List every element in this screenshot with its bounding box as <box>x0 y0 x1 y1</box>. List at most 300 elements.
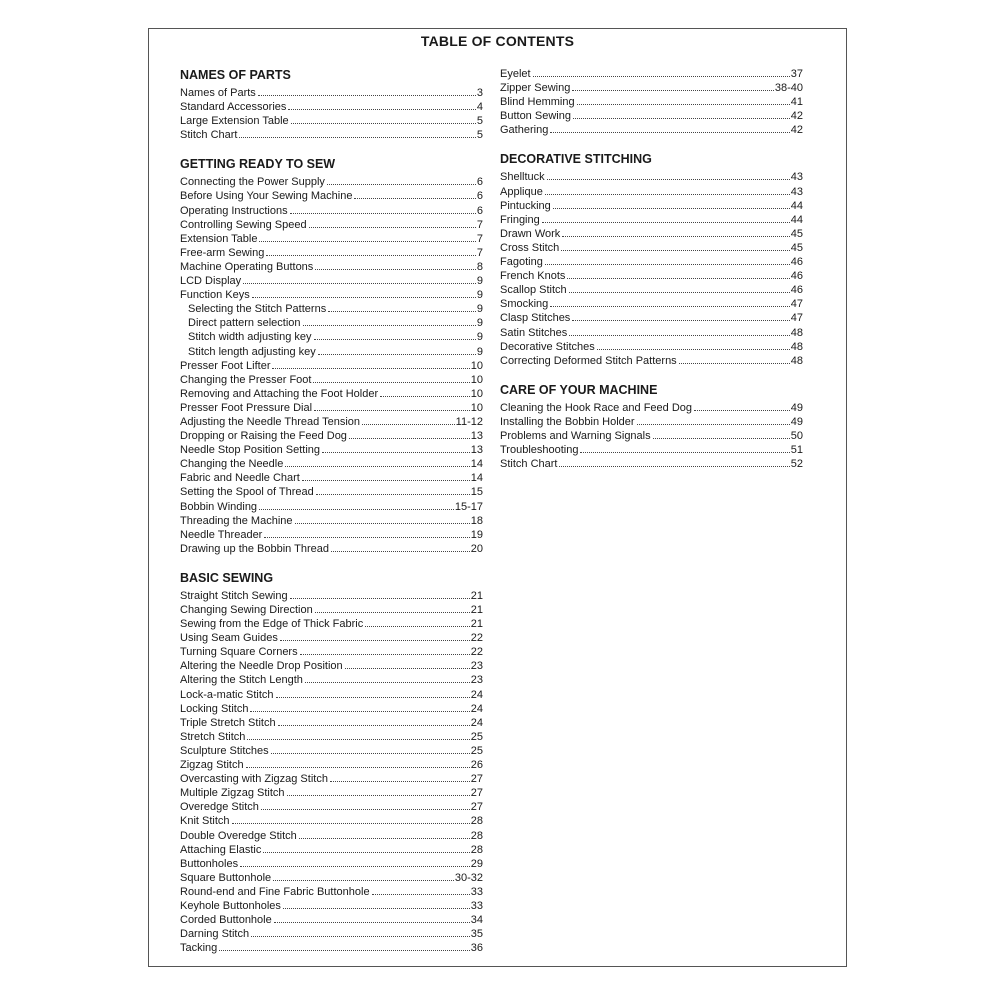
entry-title: Buttonholes <box>180 857 239 870</box>
dot-leader <box>259 241 475 242</box>
page-number: 47 <box>790 298 803 311</box>
page-number: 6 <box>476 190 483 203</box>
toc-entry[interactable] <box>180 857 483 871</box>
dot-leader <box>345 668 470 669</box>
entry-title: Operating Instructions <box>180 204 288 217</box>
toc-entry[interactable] <box>500 227 803 241</box>
toc-entry[interactable] <box>180 730 483 744</box>
page-number: 43 <box>790 185 803 198</box>
dot-leader <box>569 292 790 293</box>
dot-leader <box>219 950 469 951</box>
toc-entry[interactable] <box>180 415 483 429</box>
dot-leader <box>314 339 476 340</box>
dot-leader <box>559 466 789 467</box>
page-number: 45 <box>790 227 803 240</box>
dot-leader <box>305 682 470 683</box>
toc-entry[interactable] <box>180 927 483 941</box>
toc-entry[interactable] <box>180 603 483 617</box>
page-number: 46 <box>790 270 803 283</box>
page-number: 21 <box>470 604 483 616</box>
dot-leader <box>653 438 790 439</box>
dot-leader <box>239 137 475 138</box>
entry-title: Selecting the Stitch Patterns <box>188 303 327 316</box>
page-number: 43 <box>790 171 803 184</box>
toc-entry[interactable] <box>180 373 483 387</box>
page-number: 7 <box>476 232 483 245</box>
toc-entry[interactable] <box>180 542 483 556</box>
page-number: 9 <box>476 331 483 344</box>
toc-entry[interactable] <box>500 269 803 283</box>
toc-entry[interactable] <box>500 170 803 184</box>
page-number: 29 <box>470 857 483 870</box>
toc-entry[interactable] <box>180 913 483 927</box>
page-number: 3 <box>476 87 483 99</box>
entry-title: Controlling Sewing Speed <box>180 218 307 231</box>
toc-entry[interactable] <box>500 340 803 354</box>
toc-entry[interactable] <box>180 189 483 203</box>
dot-leader <box>542 222 790 223</box>
dot-leader <box>331 551 470 552</box>
toc-page <box>148 28 847 967</box>
entry-title: Overcasting with Zigzag Stitch <box>180 773 328 786</box>
toc-entry[interactable] <box>500 429 803 443</box>
entry-title: Double Overedge Stitch <box>180 829 297 842</box>
page-number: 25 <box>470 730 483 743</box>
dot-leader <box>271 753 470 754</box>
toc-entry[interactable] <box>500 123 803 137</box>
entry-title: Locking Stitch <box>180 702 249 715</box>
toc-entry[interactable] <box>180 316 483 330</box>
page-number: 37 <box>790 68 803 80</box>
entry-title: Fabric and Needle Chart <box>180 472 300 485</box>
toc-left-column <box>180 67 483 969</box>
page-number: 45 <box>790 241 803 254</box>
toc-entry[interactable] <box>180 800 483 814</box>
entry-title: Altering the Needle Drop Position <box>180 660 343 673</box>
dot-leader <box>291 123 476 124</box>
page-number: 23 <box>470 674 483 687</box>
page-title: TABLE OF CONTENTS <box>420 33 575 49</box>
toc-entry[interactable] <box>180 645 483 659</box>
toc-entry[interactable] <box>180 688 483 702</box>
toc-entry[interactable] <box>180 500 483 514</box>
dot-leader <box>278 725 470 726</box>
toc-section <box>500 151 803 367</box>
dot-leader <box>276 697 470 698</box>
toc-section <box>500 67 803 137</box>
toc-entry[interactable] <box>180 814 483 828</box>
toc-entry[interactable] <box>500 311 803 325</box>
toc-entry[interactable] <box>180 528 483 542</box>
entry-title: Names of Parts <box>180 87 256 99</box>
entry-title: Drawn Work <box>500 227 561 240</box>
toc-entry[interactable] <box>500 213 803 227</box>
toc-entry[interactable] <box>180 772 483 786</box>
entry-title: Lock-a-matic Stitch <box>180 688 274 701</box>
toc-entry[interactable] <box>500 283 803 297</box>
page-number: 6 <box>476 176 483 189</box>
entry-title: Decorative Stitches <box>500 340 595 353</box>
toc-entry[interactable] <box>500 199 803 213</box>
dot-leader <box>252 297 476 298</box>
toc-entry[interactable] <box>500 241 803 255</box>
page-number: 35 <box>470 928 483 941</box>
page-number: 22 <box>470 632 483 645</box>
toc-entry[interactable] <box>500 185 803 199</box>
toc-entry[interactable] <box>180 302 483 316</box>
entry-title: Straight Stitch Sewing <box>180 589 288 602</box>
toc-entry[interactable] <box>180 673 483 687</box>
dot-leader <box>637 424 790 425</box>
page-number: 26 <box>470 759 483 772</box>
entry-title: Triple Stretch Stitch <box>180 716 276 729</box>
toc-section <box>180 67 483 142</box>
entry-title: Free-arm Sewing <box>180 246 265 259</box>
dot-leader <box>250 711 469 712</box>
page-number: 41 <box>790 96 803 109</box>
dot-leader <box>572 320 789 321</box>
entry-title: Stitch Chart <box>180 129 238 142</box>
toc-entry[interactable] <box>180 899 483 913</box>
page-number: 50 <box>790 429 803 442</box>
entry-title: Needle Threader <box>180 528 263 541</box>
toc-entry[interactable] <box>180 457 483 471</box>
toc-entry[interactable] <box>180 744 483 758</box>
entry-title: Function Keys <box>180 289 250 302</box>
toc-entry[interactable] <box>180 330 483 344</box>
entry-title: Using Seam Guides <box>180 632 278 645</box>
toc-entry[interactable] <box>180 471 483 485</box>
dot-leader <box>309 227 476 228</box>
page-number: 9 <box>476 345 483 358</box>
entry-title: Correcting Deformed Stitch Patterns <box>500 354 677 367</box>
dot-leader <box>290 598 470 599</box>
dot-leader <box>362 424 455 425</box>
entry-title: Cross Stitch <box>500 241 560 254</box>
dot-leader <box>533 76 790 77</box>
section-heading: NAMES OF PARTS <box>180 68 291 82</box>
entry-title: Stretch Stitch <box>180 730 246 743</box>
toc-entry[interactable] <box>180 631 483 645</box>
toc-entry[interactable] <box>500 401 803 415</box>
toc-entry[interactable] <box>180 175 483 189</box>
dot-leader <box>550 306 789 307</box>
page-number: 52 <box>790 458 803 471</box>
toc-entry[interactable] <box>500 67 803 81</box>
entry-title: Zigzag Stitch <box>180 759 244 772</box>
entry-title: Changing the Needle <box>180 458 284 471</box>
toc-entry[interactable] <box>180 288 483 302</box>
page-number: 46 <box>790 256 803 269</box>
entry-title: Drawing up the Bobbin Thread <box>180 542 330 555</box>
toc-entry[interactable] <box>180 871 483 885</box>
page-number: 34 <box>470 914 483 927</box>
page-number: 14 <box>470 458 483 471</box>
page-number: 22 <box>470 646 483 659</box>
toc-entry[interactable] <box>500 255 803 269</box>
entry-title: Smocking <box>500 298 549 311</box>
dot-leader <box>259 509 454 510</box>
section-heading: DECORATIVE STITCHING <box>500 152 652 167</box>
toc-entry[interactable] <box>500 443 803 457</box>
page-number: 28 <box>470 815 483 828</box>
dot-leader <box>322 452 470 453</box>
entry-title: Gathering <box>500 124 549 137</box>
toc-entry[interactable] <box>500 457 803 471</box>
dot-leader <box>264 537 469 538</box>
toc-entry[interactable] <box>180 786 483 800</box>
toc-entry[interactable] <box>180 100 483 114</box>
entry-title: Setting the Spool of Thread <box>180 486 314 499</box>
dot-leader <box>372 894 470 895</box>
toc-entry[interactable] <box>180 359 483 373</box>
toc-entry[interactable] <box>180 485 483 499</box>
toc-entry[interactable] <box>180 86 483 100</box>
entry-title: Corded Buttonhole <box>180 914 272 927</box>
entry-title: Changing Sewing Direction <box>180 604 313 616</box>
toc-entry[interactable] <box>180 702 483 716</box>
toc-entry[interactable] <box>180 885 483 899</box>
dot-leader <box>572 90 774 91</box>
page-number: 46 <box>790 284 803 297</box>
page-number: 42 <box>790 124 803 137</box>
page-number: 11-12 <box>455 415 483 428</box>
toc-entry[interactable] <box>180 589 483 603</box>
toc-entry[interactable] <box>180 659 483 673</box>
dot-leader <box>240 866 470 867</box>
dot-leader <box>314 410 470 411</box>
dot-leader <box>303 325 476 326</box>
dot-leader <box>302 480 470 481</box>
entry-title: Threading the Machine <box>180 514 293 527</box>
entry-title: Turning Square Corners <box>180 646 298 659</box>
entry-title: Connecting the Power Supply <box>180 176 325 189</box>
dot-leader <box>285 466 469 467</box>
entry-title: Problems and Warning Signals <box>500 429 651 442</box>
page-number: 10 <box>470 401 483 414</box>
page-number: 24 <box>470 702 483 715</box>
page-number: 13 <box>470 430 483 443</box>
entry-title: Square Buttonhole <box>180 871 272 884</box>
toc-entry[interactable] <box>180 429 483 443</box>
entry-title: Round-end and Fine Fabric Buttonhole <box>180 885 370 898</box>
toc-entry[interactable] <box>180 274 483 288</box>
toc-entry[interactable] <box>180 246 483 260</box>
toc-entry[interactable] <box>500 415 803 429</box>
toc-entry[interactable] <box>180 829 483 843</box>
dot-leader <box>550 132 789 133</box>
entry-title: Stitch width adjusting key <box>188 331 312 344</box>
entry-title: Needle Stop Position Setting <box>180 444 321 457</box>
entry-title: Bobbin Winding <box>180 500 258 513</box>
dot-leader <box>365 626 470 627</box>
page-number: 30-32 <box>454 871 483 884</box>
toc-entry[interactable] <box>180 617 483 631</box>
dot-leader <box>562 236 789 237</box>
toc-entry[interactable] <box>180 232 483 246</box>
toc-entry[interactable] <box>180 758 483 772</box>
toc-entry[interactable] <box>180 260 483 274</box>
page-number: 5 <box>476 129 483 142</box>
section-heading: GETTING READY TO SEW <box>180 157 336 172</box>
toc-entry[interactable] <box>180 443 483 457</box>
entry-title: Stitch length adjusting key <box>188 345 316 358</box>
dot-leader <box>561 250 789 251</box>
dot-leader <box>679 363 790 364</box>
entry-title: Standard Accessories <box>180 101 287 114</box>
page-number: 8 <box>476 260 483 273</box>
page-number: 7 <box>476 246 483 259</box>
page-number: 21 <box>470 618 483 631</box>
toc-section <box>500 382 803 471</box>
toc-entry[interactable] <box>500 81 803 95</box>
dot-leader <box>246 767 470 768</box>
entry-title: Adjusting the Needle Thread Tension <box>180 415 360 428</box>
entry-title: Applique <box>500 185 543 198</box>
entry-title: Tacking <box>180 942 218 955</box>
page-number: 9 <box>476 317 483 330</box>
entry-title: Removing and Attaching the Foot Holder <box>180 387 379 400</box>
entry-title: Button Sewing <box>500 110 571 123</box>
dot-leader <box>258 95 476 96</box>
toc-entry[interactable] <box>500 95 803 109</box>
page-number: 10 <box>470 373 483 386</box>
page-number: 9 <box>476 289 483 302</box>
dot-leader <box>295 523 470 524</box>
dot-leader <box>313 382 469 383</box>
entry-title: Installing the Bobbin Holder <box>500 415 635 428</box>
dot-leader <box>273 880 454 881</box>
entry-title: Overedge Stitch <box>180 801 259 814</box>
dot-leader <box>694 410 790 411</box>
page-number: 33 <box>470 899 483 912</box>
entry-title: LCD Display <box>180 275 242 288</box>
page-number: 27 <box>470 773 483 786</box>
section-heading: BASIC SEWING <box>180 570 274 585</box>
dot-leader <box>300 654 470 655</box>
section-heading: CARE OF YOUR MACHINE <box>500 382 658 397</box>
dot-leader <box>280 640 470 641</box>
dot-leader <box>553 208 790 209</box>
page-number: 49 <box>790 401 803 414</box>
entry-title: Sculpture Stitches <box>180 744 269 757</box>
toc-entry[interactable] <box>180 387 483 401</box>
toc-entry[interactable] <box>180 128 483 142</box>
page-number: 28 <box>470 829 483 842</box>
dot-leader <box>577 104 790 105</box>
dot-leader <box>266 255 476 256</box>
dot-leader <box>580 452 789 453</box>
entry-title: French Knots <box>500 270 566 283</box>
entry-title: Scallop Stitch <box>500 284 567 297</box>
page-number: 27 <box>470 787 483 800</box>
entry-title: Direct pattern selection <box>188 317 301 330</box>
page-number: 9 <box>476 275 483 288</box>
page-number: 4 <box>476 101 483 114</box>
page-number: 13 <box>470 444 483 457</box>
toc-entry[interactable] <box>500 297 803 311</box>
toc-entry[interactable] <box>180 345 483 359</box>
page-number: 48 <box>790 354 803 367</box>
page-number: 28 <box>470 843 483 856</box>
toc-entry[interactable] <box>500 109 803 123</box>
page-number: 36 <box>470 942 483 955</box>
toc-entry[interactable] <box>180 843 483 857</box>
dot-leader <box>380 396 470 397</box>
page-number: 18 <box>470 514 483 527</box>
dot-leader <box>569 335 789 336</box>
entry-title: Zipper Sewing <box>500 82 571 95</box>
page-number: 48 <box>790 326 803 339</box>
toc-entry[interactable] <box>500 326 803 340</box>
dot-leader <box>232 823 470 824</box>
dot-leader <box>263 852 469 853</box>
dot-leader <box>290 213 476 214</box>
entry-title: Sewing from the Edge of Thick Fabric <box>180 618 364 631</box>
dot-leader <box>261 809 470 810</box>
toc-entry[interactable] <box>180 401 483 415</box>
dot-leader <box>547 179 790 180</box>
dot-leader <box>283 908 470 909</box>
dot-leader <box>328 311 476 312</box>
entry-title: Attaching Elastic <box>180 843 262 856</box>
entry-title: Altering the Stitch Length <box>180 674 303 687</box>
entry-title: Clasp Stitches <box>500 312 571 325</box>
toc-entry[interactable] <box>180 716 483 730</box>
entry-title: Cleaning the Hook Race and Feed Dog <box>500 401 693 414</box>
dot-leader <box>349 438 470 439</box>
page-number: 24 <box>470 688 483 701</box>
entry-title: Knit Stitch <box>180 815 230 828</box>
dot-leader <box>287 795 470 796</box>
toc-entry[interactable] <box>180 114 483 128</box>
page-number: 48 <box>790 340 803 353</box>
entry-title: Pintucking <box>500 199 551 212</box>
dot-leader <box>274 922 470 923</box>
dot-leader <box>315 269 476 270</box>
entry-title: Stitch Chart <box>500 458 558 471</box>
dot-leader <box>315 612 470 613</box>
page-number: 15 <box>470 486 483 499</box>
page-number: 10 <box>470 387 483 400</box>
page-number: 19 <box>470 528 483 541</box>
dot-leader <box>288 109 475 110</box>
toc-entry[interactable] <box>180 514 483 528</box>
entry-title: Extension Table <box>180 232 258 245</box>
toc-entry[interactable] <box>180 204 483 218</box>
dot-leader <box>330 781 470 782</box>
entry-title: Machine Operating Buttons <box>180 260 314 273</box>
toc-entry[interactable] <box>180 941 483 955</box>
page-number: 49 <box>790 415 803 428</box>
dot-leader <box>247 739 469 740</box>
dot-leader <box>299 838 470 839</box>
entry-title: Fagoting <box>500 256 543 269</box>
entry-title: Changing the Presser Foot <box>180 373 312 386</box>
page-number: 25 <box>470 744 483 757</box>
page-number: 44 <box>790 213 803 226</box>
page-number: 33 <box>470 885 483 898</box>
page-number: 24 <box>470 716 483 729</box>
page-number: 9 <box>476 303 483 316</box>
dot-leader <box>251 936 470 937</box>
toc-entry[interactable] <box>180 218 483 232</box>
entry-title: Presser Foot Lifter <box>180 359 271 372</box>
dot-leader <box>597 349 790 350</box>
entry-title: Dropping or Raising the Feed Dog <box>180 430 347 443</box>
entry-title: Blind Hemming <box>500 96 575 109</box>
toc-entry[interactable] <box>500 354 803 368</box>
